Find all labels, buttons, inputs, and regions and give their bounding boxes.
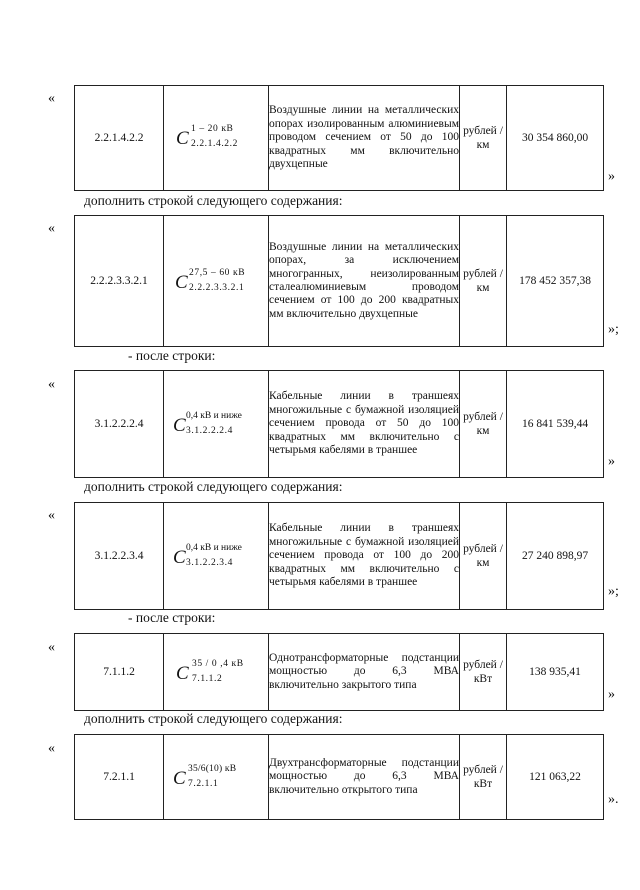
formula-symbol: C <box>173 415 186 436</box>
open-quote: « <box>48 640 55 655</box>
row-value: 178 452 357,38 <box>507 216 604 347</box>
instruction-add-line: дополнить строкой следующего содержания: <box>84 479 343 494</box>
close-quote: » <box>608 687 615 702</box>
table-row <box>74 215 604 347</box>
row-unit: рублей /км <box>460 503 507 610</box>
formula-sup: 1 – 20 кВ <box>191 124 234 134</box>
row-code: 7.1.1.2 <box>75 634 164 711</box>
formula-sup: 35 / 0 ,4 кВ <box>192 659 244 669</box>
row-value: 27 240 898,97 <box>507 503 604 610</box>
formula-symbol: C <box>175 272 188 293</box>
formula-symbol: C <box>176 128 189 149</box>
row-description: Воздушные линии на металлических опорах изолированным алюминиевым проводом сечением от 50 до 100 квадратных мм включительно двухцепные <box>269 86 460 191</box>
open-quote: « <box>48 508 55 523</box>
rate-formula <box>164 634 269 711</box>
instruction-add-line: дополнить строкой следующего содержания: <box>84 193 343 208</box>
formula-sub: 7.2.1.1 <box>188 779 219 789</box>
table-row <box>74 734 604 820</box>
rate-formula <box>164 735 269 820</box>
row-code: 3.1.2.2.3.4 <box>75 503 164 610</box>
row-unit: рублей /км <box>460 216 507 347</box>
row-unit: рублей /кВт <box>460 634 507 711</box>
row-code: 2.2.2.3.3.2.1 <box>75 216 164 347</box>
instruction-after-row: - после строки: <box>128 348 216 363</box>
row-code: 7.2.1.1 <box>75 735 164 820</box>
rate-formula <box>164 503 269 610</box>
instruction-after-row: - после строки: <box>128 610 216 625</box>
row-description: Однотрансформаторные подстанции мощностью до 6,3 МВА включительно закрытого типа <box>269 634 460 711</box>
formula-sup: 35/6(10) кВ <box>188 764 237 774</box>
row-value: 16 841 539,44 <box>507 371 604 478</box>
row-code: 2.2.1.4.2.2 <box>75 86 164 191</box>
table-row <box>74 502 604 610</box>
open-quote: « <box>48 91 55 106</box>
row-unit: рублей /км <box>460 371 507 478</box>
close-quote: ». <box>608 792 619 807</box>
formula-sub: 3.1.2.2.3.4 <box>186 558 233 568</box>
formula-sup: 0,4 кВ и ниже <box>186 543 242 553</box>
formula-sub: 7.1.1.2 <box>192 674 223 684</box>
rate-formula <box>164 371 269 478</box>
formula-symbol: C <box>173 547 186 568</box>
instruction-add-line: дополнить строкой следующего содержания: <box>84 711 343 726</box>
formula-sub: 3.1.2.2.2.4 <box>186 426 233 436</box>
row-code: 3.1.2.2.2.4 <box>75 371 164 478</box>
table-row <box>74 370 604 478</box>
open-quote: « <box>48 221 55 236</box>
formula-symbol: C <box>173 768 186 789</box>
close-quote: » <box>608 454 615 469</box>
table-row <box>74 633 604 711</box>
formula-symbol: C <box>176 663 189 684</box>
rate-formula <box>164 216 269 347</box>
formula-sub: 2.2.2.3.3.2.1 <box>189 283 245 293</box>
close-quote: » <box>608 169 615 184</box>
table-row <box>74 85 604 191</box>
formula-sup: 27,5 – 60 кВ <box>189 268 246 278</box>
row-description: Кабельные линии в траншеях многожильные с бумажной изоляцией сечением провода от 100 до 200 квадратных мм включительно с четырьмя кабелями в траншее <box>269 503 460 610</box>
row-value: 138 935,41 <box>507 634 604 711</box>
close-quote: »; <box>608 322 619 337</box>
formula-sup: 0,4 кВ и ниже <box>186 411 242 421</box>
open-quote: « <box>48 377 55 392</box>
open-quote: « <box>48 741 55 756</box>
rate-formula <box>164 86 269 191</box>
row-unit: рублей /кВт <box>460 735 507 820</box>
row-description: Кабельные линии в траншеях многожильные с бумажной изоляцией сечением провода от 50 до 100 квадратных мм включительно с четырьмя кабелями в траншее <box>269 371 460 478</box>
close-quote: »; <box>608 584 619 599</box>
formula-sub: 2.2.1.4.2.2 <box>191 139 238 149</box>
row-unit: рублей /км <box>460 86 507 191</box>
row-value: 30 354 860,00 <box>507 86 604 191</box>
row-description: Воздушные линии на металлических опорах, за исключением многогранных, неизолированным сталеалюминиевым проводом сечением от 100 до 200 квадратных мм включительно двухцепные <box>269 216 460 347</box>
row-value: 121 063,22 <box>507 735 604 820</box>
row-description: Двухтрансформаторные подстанции мощностью до 6,3 МВА включительно открытого типа <box>269 735 460 820</box>
